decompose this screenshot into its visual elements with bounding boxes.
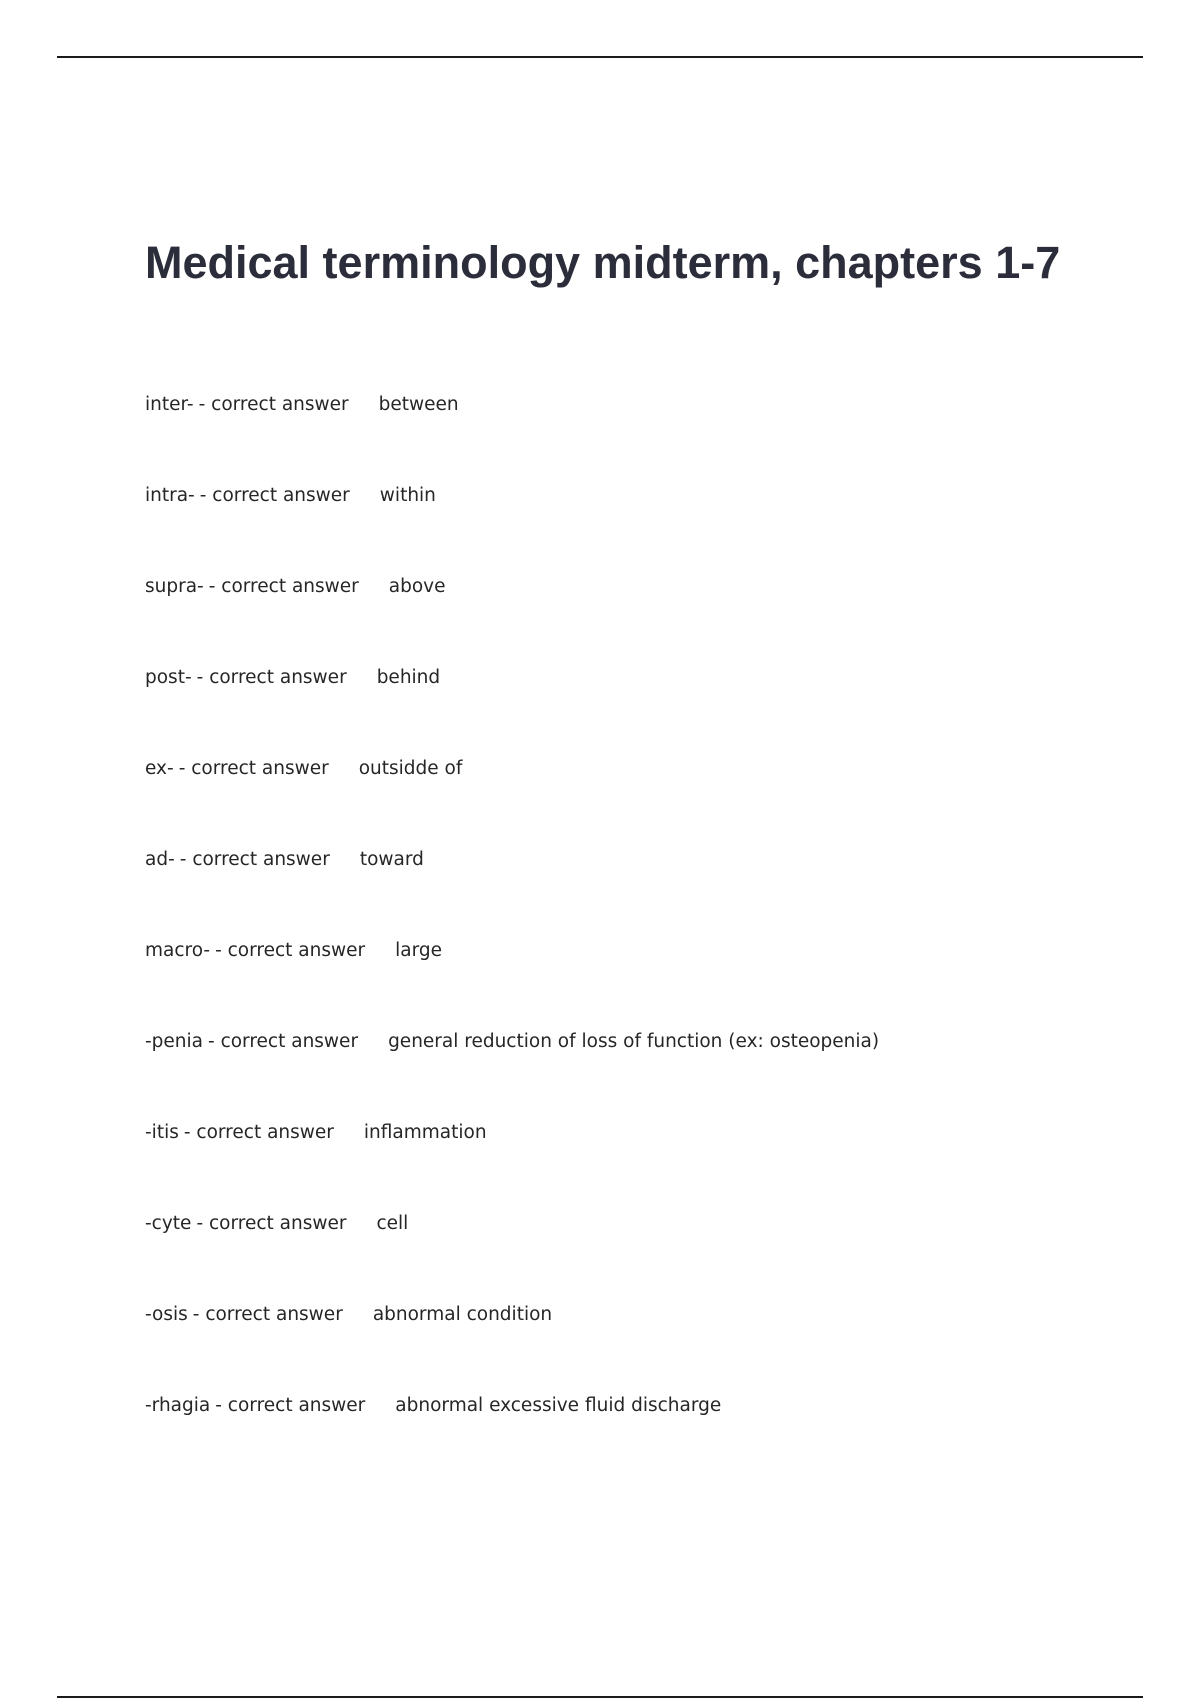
answer-text: abnormal excessive fluid discharge bbox=[395, 1395, 722, 1416]
separator-text: - correct answer bbox=[208, 576, 359, 597]
list-item bbox=[145, 1394, 879, 1485]
separator-text: - correct answer bbox=[199, 485, 350, 506]
separator-text: - correct answer bbox=[198, 394, 349, 415]
answer-text: general reduction of loss of function (ex: osteopenia) bbox=[388, 1031, 880, 1052]
separator-text: - correct answer bbox=[215, 940, 366, 961]
bottom-divider bbox=[57, 1696, 1143, 1698]
page-title: Medical terminology midterm, chapters 1-7 bbox=[145, 237, 1061, 288]
separator-text: - correct answer bbox=[192, 1304, 343, 1325]
term-text: -rhagia bbox=[145, 1395, 211, 1416]
answer-text: above bbox=[388, 576, 446, 597]
list-item bbox=[145, 939, 879, 1030]
answer-text: abnormal condition bbox=[372, 1304, 553, 1325]
separator-text: - correct answer bbox=[179, 849, 330, 870]
list-item bbox=[145, 757, 879, 848]
answer-text: behind bbox=[376, 667, 441, 688]
list-item bbox=[145, 484, 879, 575]
separator-text: - correct answer bbox=[178, 758, 329, 779]
answer-text: between bbox=[378, 394, 459, 415]
flashcard-list bbox=[145, 393, 879, 1485]
answer-text: large bbox=[395, 940, 443, 961]
separator-text: - correct answer bbox=[196, 667, 347, 688]
separator-text: - correct answer bbox=[183, 1122, 334, 1143]
term-text: intra- bbox=[145, 485, 195, 506]
separator-text: - correct answer bbox=[215, 1395, 366, 1416]
answer-text: outsidde of bbox=[358, 758, 463, 779]
answer-text: inflammation bbox=[363, 1122, 487, 1143]
list-item bbox=[145, 666, 879, 757]
separator-text: - correct answer bbox=[196, 1213, 347, 1234]
answer-text: toward bbox=[359, 849, 424, 870]
separator-text: - correct answer bbox=[208, 1031, 359, 1052]
term-text: ad- bbox=[145, 849, 175, 870]
term-text: -osis bbox=[145, 1304, 188, 1325]
term-text: -penia bbox=[145, 1031, 204, 1052]
answer-text: within bbox=[379, 485, 436, 506]
term-text: macro- bbox=[145, 940, 211, 961]
list-item bbox=[145, 1212, 879, 1303]
list-item bbox=[145, 848, 879, 939]
list-item bbox=[145, 575, 879, 666]
term-text: post- bbox=[145, 667, 192, 688]
term-text: ex- bbox=[145, 758, 174, 779]
top-divider bbox=[57, 56, 1143, 58]
term-text: -itis bbox=[145, 1122, 179, 1143]
term-text: -cyte bbox=[145, 1213, 192, 1234]
list-item bbox=[145, 393, 879, 484]
answer-text: cell bbox=[376, 1213, 409, 1234]
term-text: supra- bbox=[145, 576, 204, 597]
list-item bbox=[145, 1303, 879, 1394]
list-item bbox=[145, 1030, 879, 1121]
list-item bbox=[145, 1121, 879, 1212]
term-text: inter- bbox=[145, 394, 194, 415]
